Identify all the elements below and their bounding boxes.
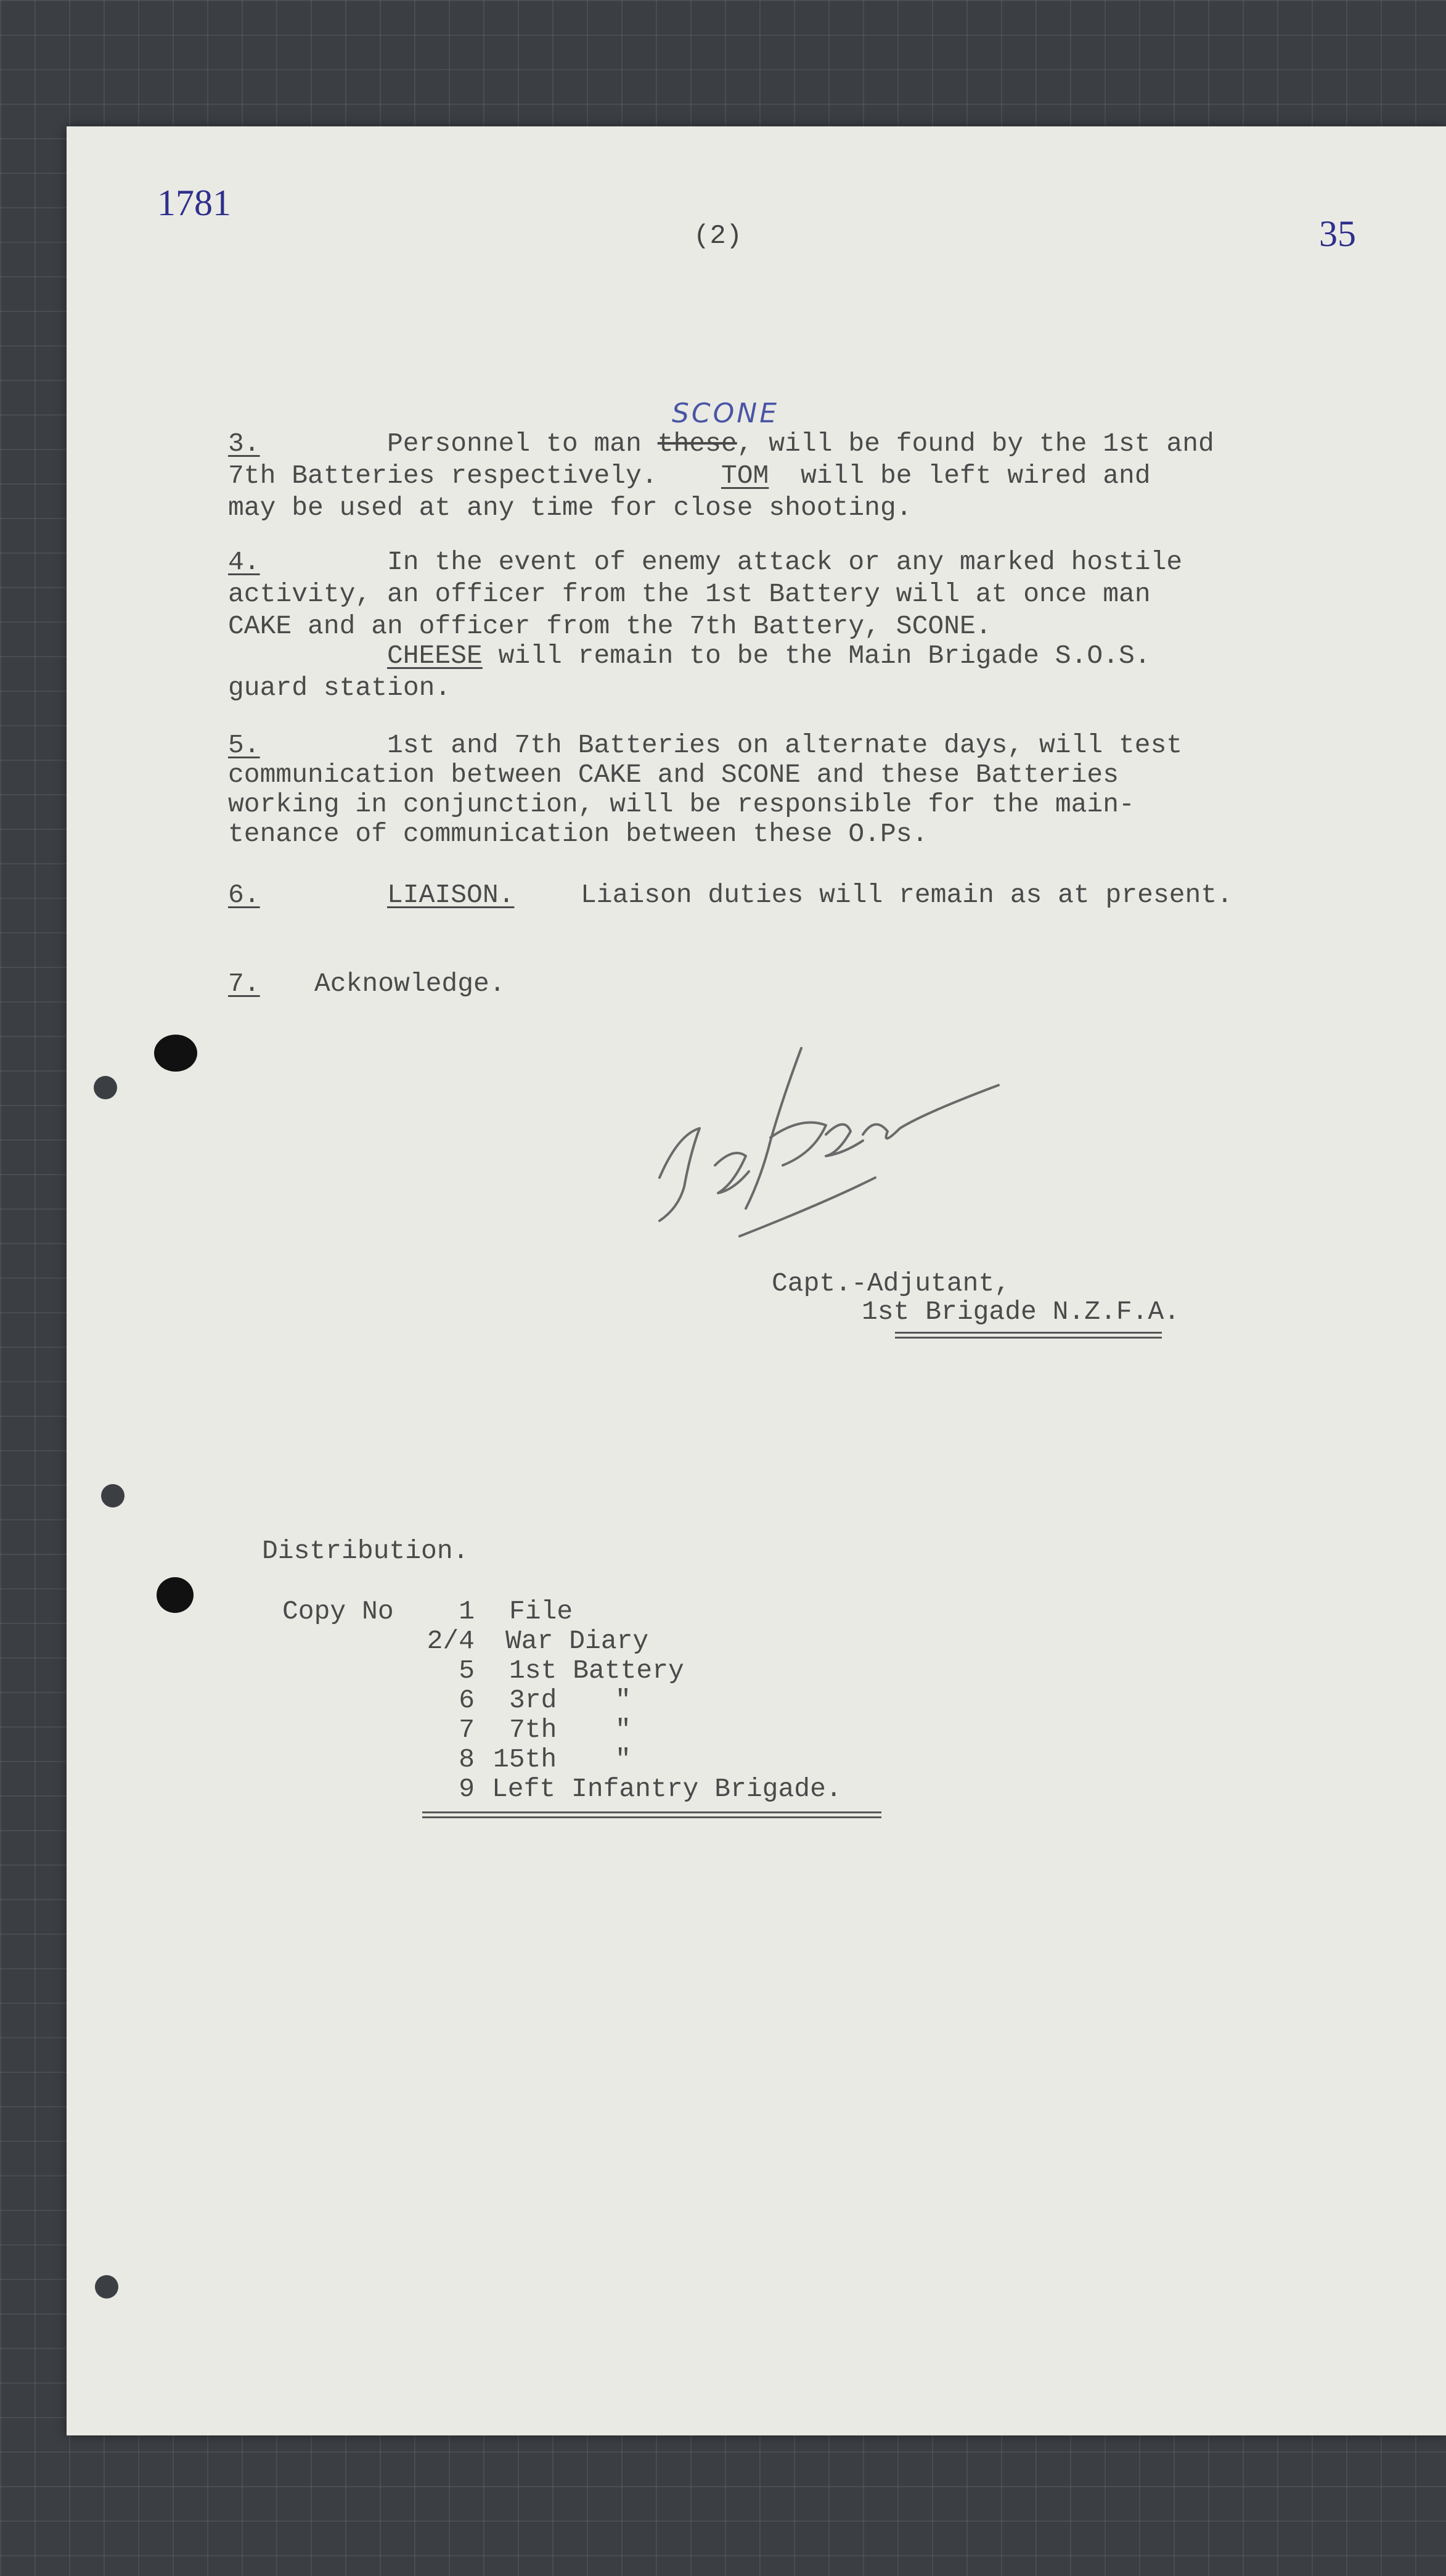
para3-line1: Personnel to man these, will be found by the 1st and — [387, 429, 1214, 459]
para3-line2: 7th Batteries respectively. TOM will be left wired and — [228, 461, 1151, 491]
copy-destination: 7th — [509, 1715, 557, 1745]
para3-line3: may be used at any time for close shooting. — [228, 493, 912, 523]
para3-number: 3. — [228, 429, 260, 459]
distribution-double-rule — [422, 1811, 881, 1818]
copy-destination: File — [509, 1596, 573, 1626]
signature-double-rule — [895, 1332, 1162, 1339]
copy-number: 8 — [459, 1744, 475, 1774]
copy-number: 2/4 — [427, 1626, 475, 1656]
para5-line3: working in conjunction, will be responsible for the main- — [228, 789, 1135, 819]
para4-line4: CHEESE will remain to be the Main Brigade S.O.S. — [387, 641, 1151, 671]
folio-stamp: 1781 — [157, 183, 231, 223]
para7-number: 7. — [228, 969, 260, 999]
ditto-mark: " — [615, 1744, 631, 1774]
liaison-heading: LIAISON. — [387, 880, 515, 910]
distribution-heading: Distribution. — [262, 1536, 469, 1566]
copy-number: 7 — [459, 1715, 475, 1745]
para5-number: 5. — [228, 730, 260, 760]
copy-destination: War Diary — [505, 1626, 649, 1656]
copy-number: 1 — [459, 1596, 475, 1626]
punch-mark — [157, 1577, 194, 1613]
para4-number: 4. — [228, 547, 260, 577]
copy-destination: 3rd — [509, 1685, 557, 1715]
signatory-title: Capt.-Adjutant, — [772, 1268, 1011, 1298]
tom-op-name: TOM — [721, 461, 769, 491]
struck-word: these — [657, 429, 737, 459]
copy-destination: 1st Battery — [509, 1655, 684, 1686]
para5-line2: communication between CAKE and SCONE and these Batteries — [228, 760, 1119, 790]
copy-destination: Left Infantry Brigade. — [492, 1774, 842, 1804]
copy-number: 6 — [459, 1685, 475, 1715]
para7-text: Acknowledge. — [314, 969, 505, 999]
copy-destination: 15th — [493, 1744, 557, 1774]
para5-line1: 1st and 7th Batteries on alternate days, will test — [387, 730, 1183, 760]
binder-hole — [94, 1076, 117, 1099]
para6-text: Liaison duties will remain as at present. — [581, 880, 1233, 910]
copy-number: 5 — [459, 1655, 475, 1686]
cheese-op-name: CHEESE — [387, 641, 483, 671]
binder-hole — [95, 2275, 118, 2299]
para4-line1: In the event of enemy attack or any marked hostile — [387, 547, 1183, 577]
copy-number: 9 — [459, 1774, 475, 1804]
sheet-number-stamp: 35 — [1319, 213, 1356, 254]
copy-no-label: Copy No — [282, 1596, 394, 1626]
punch-mark — [154, 1035, 197, 1072]
binder-hole — [101, 1484, 125, 1507]
para5-line4: tenance of communication between these O.Ps. — [228, 819, 928, 849]
signatory-unit: 1st Brigade N.Z.F.A. — [862, 1297, 1180, 1327]
handwritten-annotation: SCONE — [672, 398, 779, 429]
signature — [641, 1023, 1023, 1258]
ditto-mark: " — [615, 1715, 631, 1745]
para4-line5: guard station. — [228, 673, 451, 703]
para4-line3: CAKE and an officer from the 7th Battery, SCONE. — [228, 611, 992, 641]
para4-line2: activity, an officer from the 1st Battery will at once man — [228, 579, 1151, 609]
para6-number: 6. — [228, 880, 260, 910]
ditto-mark: " — [615, 1685, 631, 1715]
page-label: (2) — [693, 221, 743, 252]
